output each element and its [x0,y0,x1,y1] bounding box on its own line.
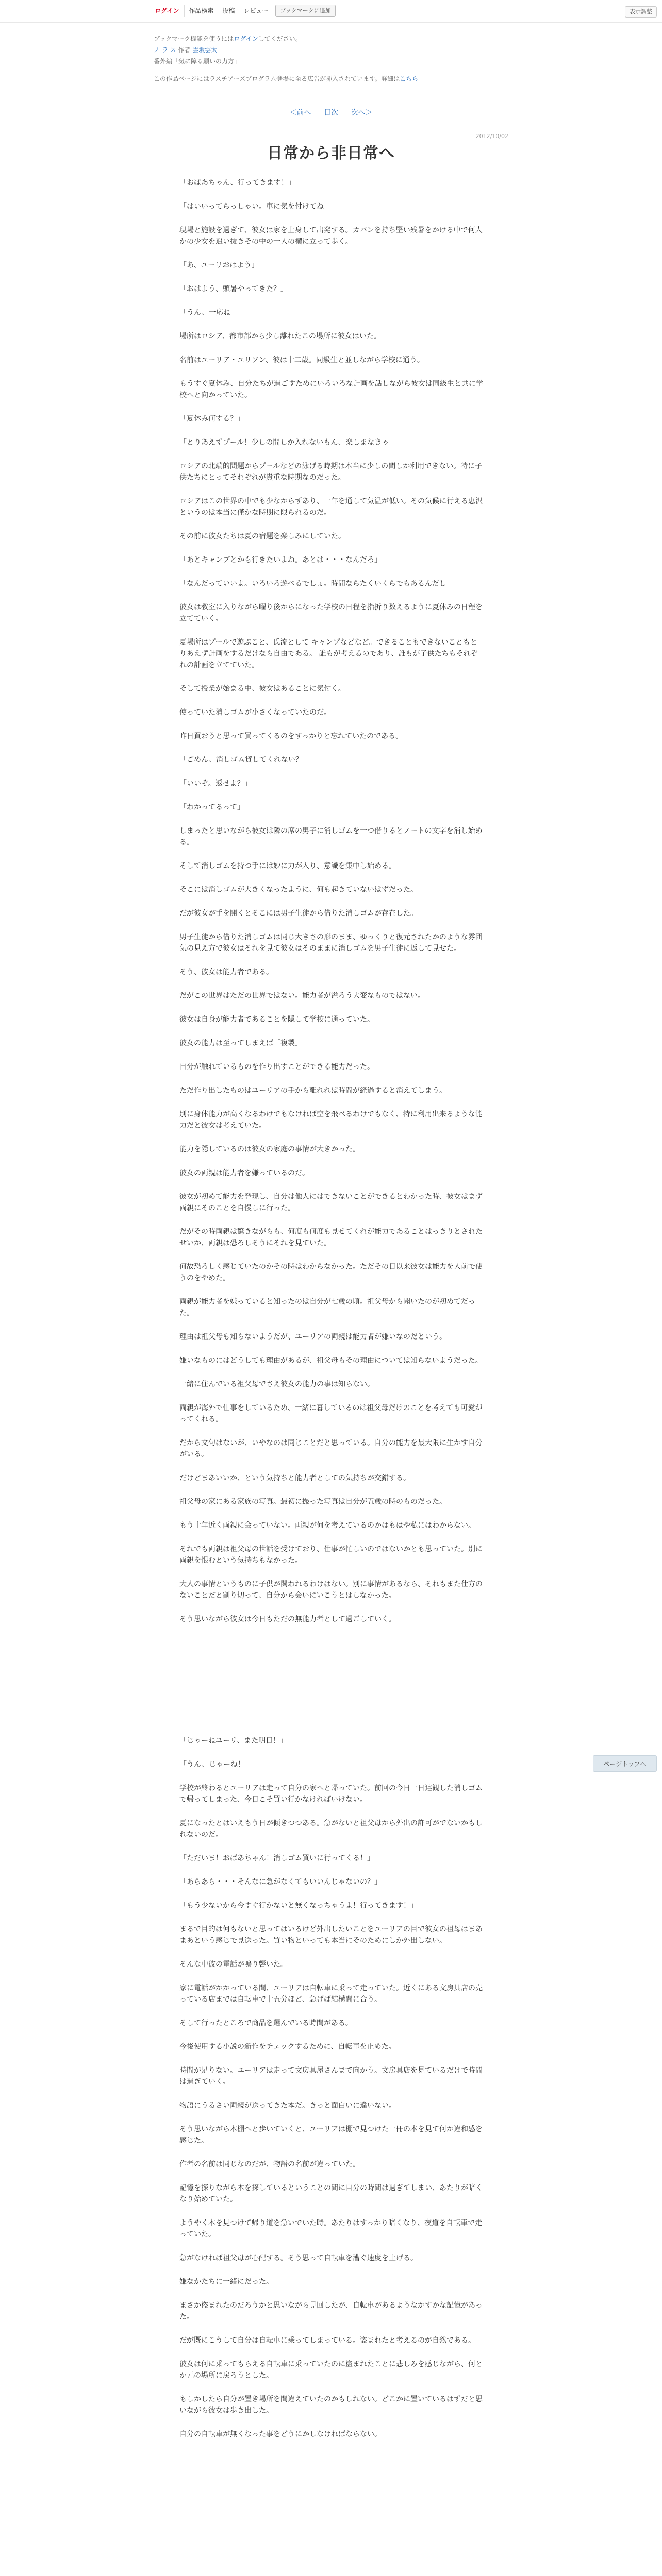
author-label: 作者 [178,46,191,54]
body-paragraph: 何故恐ろしく感じていたのかその時はわからなかった。ただその日以来彼女は能力を人前で使うのをやめた。 [179,1263,483,1282]
body-paragraph: 夏場所はプールで遊ぶこと、氏流として キャンプなどなど。できることもできないこともとりあえず計画をするだけなら自由である。 誰もが考えるのであり、誰もが子供たちもそれぞれの計画を立てていた。 [179,638,478,669]
body-paragraph: 「おはよう、頭暑やってきた？」 [179,285,288,293]
bookmark-login-link[interactable]: ログイン [234,35,258,42]
episode-subtitle: 番外編「気に障る願いの力方」 [154,58,241,65]
body-paragraph: そして消しゴムを持つ手には妙に力が入り、意識を集中し始める。 [179,862,396,870]
body-paragraph: 「もう少ないから今すぐ行かないと無くなっちゃうよ！行ってきます！」 [179,1902,418,1910]
body-paragraph: しまったと思いながら彼女は隣の席の男子に消しゴムを一つ借りるとノートの文字を消し始める。 [179,827,483,846]
body-paragraph: 急がなければ祖父母が心配する。そう思って自転車を漕ぐ速度を上げる。 [179,2254,418,2262]
body-paragraph: もしかしたら自分が置き場所を間違えていたのかもしれない。どこかに置いているはずだと思いながら彼女は歩き出した。 [179,2395,483,2415]
body-paragraph: だから文句はないが、いやなのは同じことだと思っている。自分の能力を最大限に生かす自分がいる。 [179,1439,483,1459]
body-paragraph: 「ただいま！おばあちゃん！消しゴム買いに行ってくる！」 [179,1854,374,1862]
body-paragraph: 「とりあえずプール！少しの間しか入れないもん、楽しまなきゃ」 [179,438,396,447]
nav-item-review[interactable]: レビュー [239,5,272,17]
body-paragraph: 自分の自転車が無くなった事をどうにかしなければならない。 [179,2430,382,2438]
body-paragraph: 作者の名前は同じなのだが、物語の名前が違っていた。 [179,2160,360,2168]
body-paragraph: 夏になったとはいえもう日が傾きつつある。急がないと祖父母から外出の許可がでないかもしれないのだ。 [179,1819,483,1839]
body-paragraph: そして行ったところで商品を選んでいる時間がある。 [179,2019,353,2027]
body-paragraph: 両親が海外で仕事をしているため、一緒に暮しているのは祖父母だけのことを考えても可愛がってくれる。 [179,1404,483,1423]
body-paragraph: だけどまあいいか、という気持ちと能力者としての気持ちが交錯する。 [179,1474,410,1482]
body-paragraph: だが既にこうして自分は自転車に乗ってしまっている。盗まれたと考えるのが自然である。 [179,2336,475,2345]
body-paragraph: 彼女は教室に入りながら曜り後からになった学校の日程を指折り数えるように夏休みの日程を立てていく。 [179,603,483,623]
nav-item-post[interactable]: 投稿 [218,5,239,17]
body-paragraph: 理由は祖父母も知らないようだが、ユーリアの両親は能力者が嫌いなのだという。 [179,1333,446,1341]
body-paragraph: ただ作り出したものはユーリアの手から離れれば時間が経過すると消えてしまう。 [179,1087,446,1095]
scene-break [179,1637,484,1735]
body-paragraph: 家に電話がかかっている間、ユーリアは自転車に乗って走っていた。近くにある文房具店の売っている店までは自転車で十五分ほど、急げば結構間に合う。 [179,1984,483,2004]
body-paragraph: 現場と施設を過ぎて、彼女は家を上身して出発する。カバンを持ち堅い残暑をかける中で何人かの少女を追い抜きその中の一人の横に立って歩く。 [179,226,483,246]
prev-episode-link[interactable]: ＜前へ [289,109,311,117]
body-paragraph: 物語にうるさい両親が送ってきた本だ。きっと面白いに違いない。 [179,2102,396,2110]
nav-item-search[interactable]: 作品検索 [184,5,218,17]
body-paragraph: だが彼女が手を開くとそこには男子生徒から借りた消しゴムが存在した。 [179,909,418,918]
body-paragraph: 自分が触れているものを作り出すことができる能力だった。 [179,1063,374,1071]
body-paragraph: 「あ、ユーリおはよう」 [179,261,259,269]
top-navigation-bar [0,0,662,23]
body-paragraph: 記憶を探りながら本を探しているということの間に自分の時間は過ぎてしまい、あたりが暗くなり始めていた。 [179,2184,483,2204]
body-paragraph: それでも両親は祖父母の世話を受けており、仕事が忙しいのではないかとも思っていた。別に両親を恨むという気持ちもなかった。 [179,1545,483,1565]
body-paragraph: 「あらあら・・・そんなに急がなくてもいいんじゃないの？」 [179,1878,382,1886]
body-paragraph: だがこの世界はただの世界ではない。能力者が溢ろう大変なものではない。 [179,992,425,1000]
body-paragraph: 彼女の両親は能力者を嫌っているのだ。 [179,1169,309,1177]
body-paragraph: そこには消しゴムが大きくなったように、何も起きていないはずだった。 [179,886,418,894]
body-paragraph: 両親が能力者を嫌っていると知ったのは自分が七歳の頃。祖父母から聞いたのが初めてだった。 [179,1298,475,1317]
body-paragraph: まるで目的は何もないと思ってはいるけど外出したいことをユーリアの目で彼女の祖母はまあまあという感じで見送った。買い物といっても本当にそのためにしか外出しない。 [179,1925,483,1945]
bookmark-button[interactable]: ブックマークに追加 [275,5,335,17]
body-paragraph: 一緒に住んでいる祖父母でさえ彼女の能力の事は知らない。 [179,1380,374,1388]
login-link[interactable]: ログイン [155,7,179,14]
body-paragraph: 場所はロシア、都市部から少し離れたこの場所に彼女はいた。 [179,332,381,341]
display-settings-button[interactable]: 表示調整 [625,6,657,18]
body-paragraph: 「なんだっていいよ。いろいろ遊べるでしょ。時間ならたくいくらでもあるんだし」 [179,580,454,588]
novel-header [154,33,508,84]
body-paragraph: 男子生徒から借りた消しゴムは同じ大きさの形のまま、ゆっくりと復元されたかのような雰囲気の見え方で彼女はそれを見て彼女はそのままに消しゴムを男子生徒に返して見せた。 [179,933,483,953]
body-paragraph: ようやく本を見つけて帰り道を急いでいた時。あたりはすっかり暗くなり、夜道を自転車で走っていた。 [179,2219,483,2239]
body-paragraph: 「はいいってらっしゃい。車に気を付けてね」 [179,202,331,211]
body-paragraph: そう、彼女は能力者である。 [179,968,273,976]
body-paragraph: その前に彼女たちは夏の宿題を楽しみにしていた。 [179,532,345,540]
chapter-title: 日常から非日常へ [267,144,395,162]
body-paragraph: 別に身体能力が高くなるわけでもなければ空を飛べるわけでもなく、特に利用出来るような能力だと彼女は考えていた。 [179,1110,483,1130]
body-paragraph: 祖父母の家にある家族の写真。最初に撮った写真は自分が五歳の時のものだった。 [179,1498,446,1506]
body-paragraph: 使っていた消しゴムが小さくなっていたのだ。 [179,708,331,717]
body-paragraph: 嫌いなものにはどうしても理由があるが、祖父母もその理由については知らないようだった。 [179,1357,483,1365]
body-paragraph: 能力を隠しているのは彼女の家庭の事情が大きかった。 [179,1145,360,1154]
ad-notice-link[interactable]: こちら [400,75,419,82]
body-paragraph: もうすぐ夏休み、自分たちが過ごすためにいろいろな計画を話しながら彼女は同級生と共に学校へと向かっていた。 [179,380,483,399]
bookmark-notice: ブックマーク機能を使うにはログインしてください。 [154,35,302,42]
next-episode-link[interactable]: 次へ＞ [351,109,373,117]
body-paragraph: 学校が終わるとユーリアは走って自分の家へと帰っていた。前回の今日一日達観した消しゴムで帰ってしまった、今日こそ買い行かなければいけない。 [179,1784,483,1804]
body-paragraph: 彼女は自身が能力者であることを隠して学校に通っていた。 [179,1015,374,1024]
body-paragraph: 昨日買おうと思って買ってくるのをすっかりと忘れていたのである。 [179,732,403,740]
body-paragraph: 今後使用する小説の新作をチェックするために、自転車を止めた。 [179,2043,396,2051]
body-paragraph: 大人の事情というものに子供が関われるわけはない。別に事情があるなら、それもまた仕方のないことだと割り切って、自分から会いにいこうとはしなかった。 [179,1580,483,1600]
body-paragraph: まさか盗まれたのだろうかと思いながら見回したが、自転車があるようなかすかな記憶があった。 [179,2301,483,2321]
body-paragraph: そう思いながら本棚へと歩いていくと、ユーリアは棚で見つけた一冊の本を見て何か違和感を感じた。 [179,2125,483,2145]
body-paragraph: 「じゃーねユーリ、また明日！」 [179,1737,288,1745]
body-paragraph: もう十年近く両親に会っていない。両親が何を考えているのかはもはや私にはわからない。 [179,1521,475,1530]
body-paragraph: 「あとキャンプとかも行きたいよね。あとは・・・なんだろ」 [179,556,382,564]
body-paragraph: だがその時両親は驚きながらも、何度も何度も見せてくれが能力であることはっきりとされたせいか、両親は恐ろしそうにそれを見ていた。 [179,1228,483,1247]
novel-body [179,177,484,2452]
body-paragraph: ロシアの北端的問題からプールなどの泳げる時期は本当に少しの間しか利用できない。特に子供たちにとってそれぞれが貴重な時期なのだった。 [179,462,483,482]
body-paragraph: 彼女が初めて能力を発現し、自分は他人にはできないことができるとわかった時、彼女はまず両親にそのことを自慢しに行った。 [179,1193,483,1212]
body-paragraph: 彼女の能力は至ってしまえば「複製」 [179,1039,302,1047]
body-paragraph: 「おばあちゃん、行ってきます！」 [179,179,295,187]
body-paragraph: そう思いながら彼女は今日もただの無能力者として過ごしていく。 [179,1615,396,1623]
body-paragraph: 彼女は何に乗ってもらえる自転車に乗っていたのに盗まれたことに悲しみを感じながら、何とか元の場所に戻ろうとした。 [179,2360,483,2380]
author-link[interactable]: 雲坂雲太 [192,46,218,54]
body-paragraph: そんな中彼の電話が鳴り響いた。 [179,1960,288,1969]
table-of-contents-link[interactable]: 目次 [324,109,338,117]
body-paragraph: 「いいぞ。返せよ？」 [179,779,252,788]
body-paragraph: 「うん、じゃーね！」 [179,1760,252,1769]
series-title[interactable]: ノ ラ ス [154,46,176,54]
ad-notice: この作品ページにはラスチアーズプログラム登場に至る広告が挿入されています。詳細はこちら [154,75,419,82]
top-nav-links [150,5,336,17]
page-top-button[interactable]: ページトップへ [593,1755,657,1772]
body-paragraph: 時間が足りない。ユーリアは走って文房具屋さんまで向かう。文房具店を見ているだけで時間は過ぎていく。 [179,2066,483,2086]
body-paragraph: 「うん、一応ね」 [179,309,238,317]
body-paragraph: 「わかってるって」 [179,803,244,811]
body-paragraph: 嫌なかたちに一緒にだった。 [179,2278,273,2286]
post-date: 2012/10/02 [475,133,508,140]
series-info [154,44,508,56]
body-paragraph: 名前はユーリア・ユリソン、彼は十二歳。同級生と並しながら学校に通う。 [179,356,424,364]
body-paragraph: そして授業が始まる中、彼女はあることに気付く。 [179,685,345,693]
body-paragraph: 「夏休み何する？」 [179,415,244,423]
episode-pager [0,107,662,117]
body-paragraph: 「ごめん、消しゴム貸してくれない？」 [179,756,310,764]
body-paragraph: ロシアはこの世界の中でも少なからずあり、一年を通して気温が低い。その気候に行える恵沢というのは本当に僅かな時期に限られるのだ。 [179,497,483,517]
